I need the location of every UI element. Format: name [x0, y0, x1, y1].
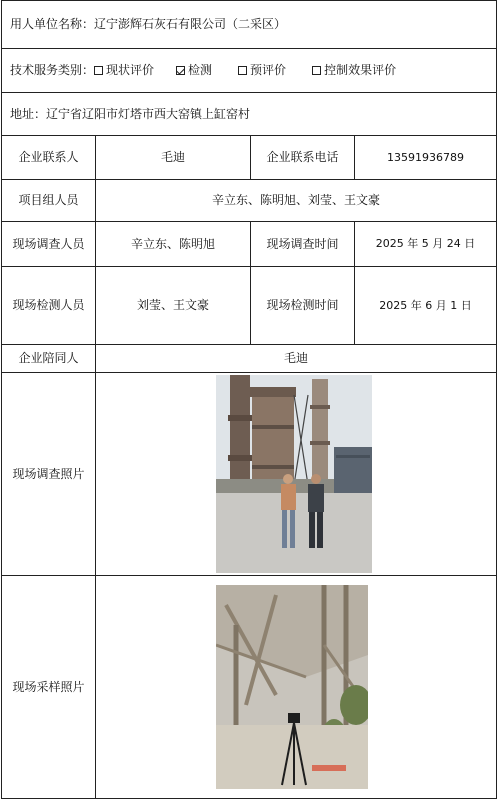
sampling-photo-image	[216, 585, 368, 789]
option-label: 预评价	[250, 63, 287, 78]
option-control-effect-evaluation	[312, 63, 396, 77]
accompany-label-cell	[1, 344, 96, 373]
phone-value: 13591936789	[387, 150, 464, 164]
service-category-label: 技术服务类别：	[10, 63, 95, 78]
accompany-value-cell	[95, 344, 497, 373]
test-time-label-cell	[250, 266, 355, 345]
address-label: 地址：	[10, 106, 47, 121]
test-people-label-cell	[1, 266, 96, 345]
survey-time-label-cell	[250, 221, 355, 267]
survey-time-value: 2025 年 5 月 24 日	[375, 237, 476, 251]
survey-people-value-cell	[95, 221, 251, 267]
survey-people-label-cell	[1, 221, 96, 267]
survey-people-label: 现场调查人员	[12, 236, 85, 251]
test-people-value-cell	[95, 266, 251, 345]
survey-photo-cell	[95, 372, 497, 576]
phone-value-cell	[354, 135, 497, 180]
sampling-photo-label-cell	[1, 575, 96, 799]
accompany-value: 毛迪	[283, 351, 308, 366]
test-people-label: 现场检测人员	[12, 298, 85, 313]
address-row	[1, 92, 497, 136]
phone-label-cell	[250, 135, 355, 180]
sampling-photo-label: 现场采样照片	[12, 679, 85, 694]
address-value: 辽宁省辽阳市灯塔市西大窑镇上缸窑村	[46, 106, 251, 121]
contact-label: 企业联系人	[18, 150, 79, 165]
team-label-cell	[1, 179, 96, 222]
accompany-label: 企业陪同人	[18, 351, 79, 366]
survey-photo-label: 现场调查照片	[12, 466, 85, 481]
option-label: 现状评价	[106, 63, 155, 78]
record-document	[1, 0, 497, 799]
survey-photo-image	[216, 375, 372, 573]
test-time-value-cell	[354, 266, 497, 345]
checkbox-icon	[94, 66, 103, 75]
checkbox-icon	[238, 66, 247, 75]
unit-name-row	[1, 0, 497, 49]
checkbox-icon	[312, 66, 321, 75]
survey-photo-label-cell	[1, 372, 96, 576]
survey-people-value: 辛立东、陈明旭	[130, 236, 215, 251]
phone-label: 企业联系电话	[266, 150, 339, 165]
contact-value: 毛迪	[160, 150, 185, 165]
test-people-value: 刘莹、王文豪	[136, 298, 209, 313]
team-value: 辛立东、陈明旭、刘莹、王文豪	[211, 193, 380, 208]
contact-label-cell	[1, 135, 96, 180]
option-pre-evaluation	[238, 63, 286, 77]
option-status-evaluation	[94, 63, 154, 77]
test-time-value: 2025 年 6 月 1 日	[379, 298, 472, 312]
service-category-row	[1, 48, 497, 93]
checked-checkbox-icon	[176, 66, 185, 75]
unit-name-value: 辽宁澎辉石灰石有限公司（二采区）	[94, 17, 287, 32]
option-label: 控制效果评价	[324, 63, 397, 78]
contact-value-cell	[95, 135, 251, 180]
option-label: 检测	[188, 63, 213, 78]
survey-time-label: 现场调查时间	[266, 236, 339, 251]
team-label: 项目组人员	[18, 193, 79, 208]
test-time-label: 现场检测时间	[266, 298, 339, 313]
team-value-cell	[95, 179, 497, 222]
sampling-photo-cell	[95, 575, 497, 799]
unit-name-label: 用人单位名称：	[10, 17, 95, 32]
survey-time-value-cell	[354, 221, 497, 267]
option-testing	[176, 63, 212, 77]
